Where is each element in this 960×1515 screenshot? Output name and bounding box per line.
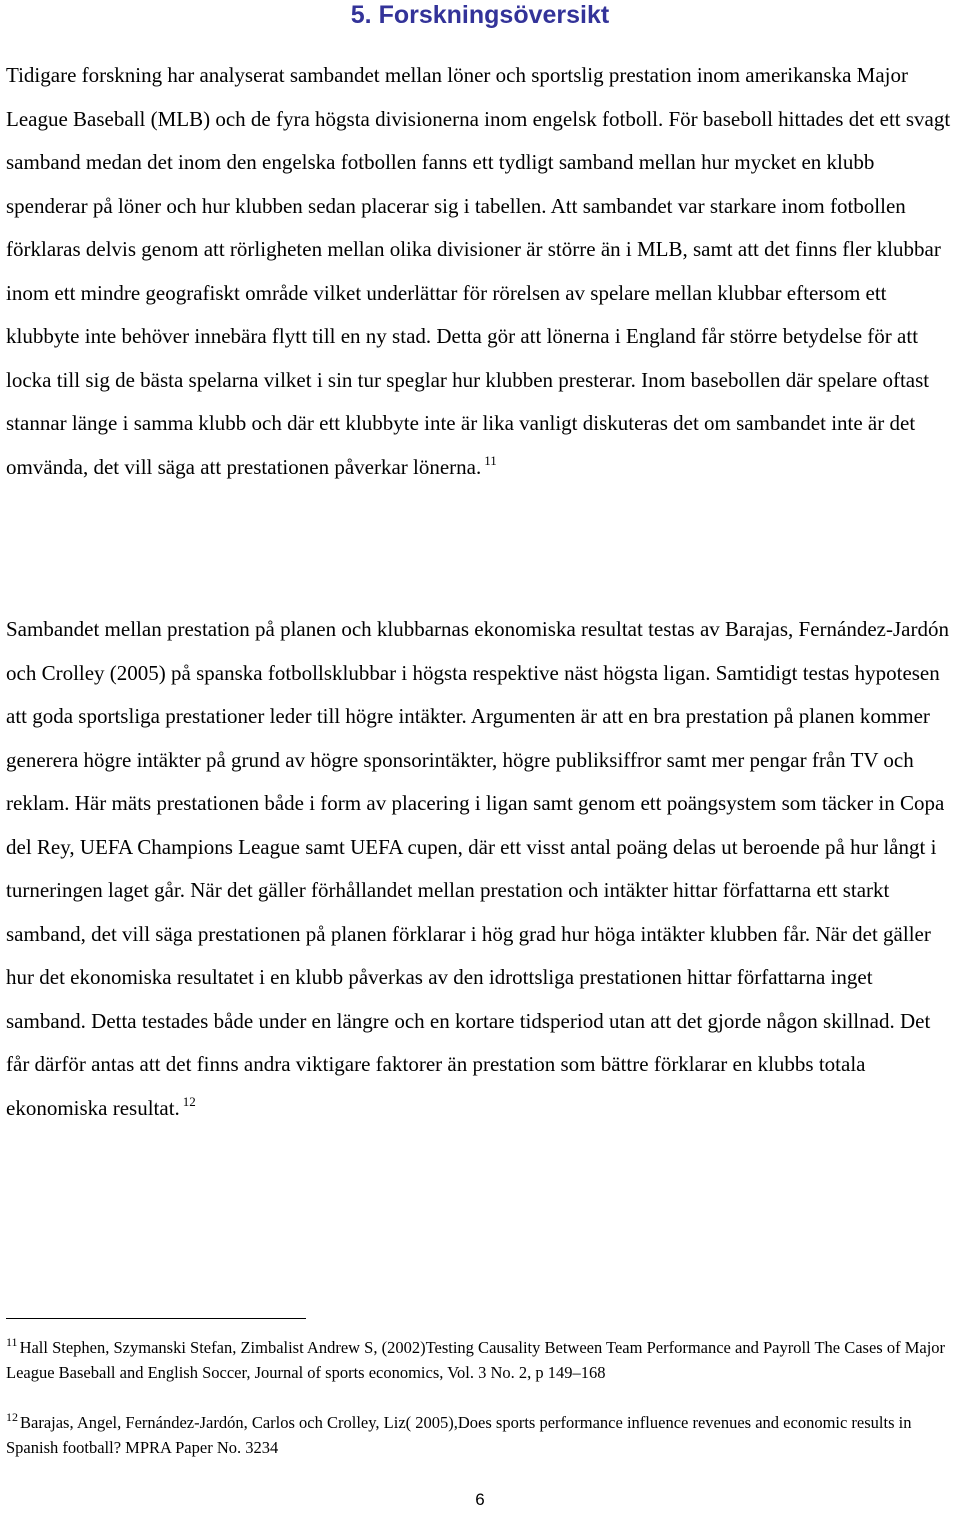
footnote-11 bbox=[6, 1335, 956, 1385]
paragraph-1-text: Tidigare forskning har analyserat sambandet mellan löner och sportslig prestation inom amerikanska Major League Baseball (MLB) och de fyra högsta divisionerna inom engelsk fotboll. För baseboll hittades det ett svagt samband medan det inom den engelska fotbollen fanns ett tydligt samband mellan hur mycket en klubb spenderar på löner och hur klubben sedan placerar sig i tabellen. Att sambandet var starkare inom fotbollen förklaras delvis genom att rörligheten mellan olika divisioner är större än i MLB, samt att det finns fler klubbar inom ett mindre geografiskt område vilket underlättar för rörelsen av spelare mellan klubbar eftersom ett klubbyte inte behöver innebära flytt till en ny stad. Detta gör att lönerna i England får större betydelse för att locka till sig de bästa spelarna vilket i sin tur speglar hur klubben presterar. Inom basebollen där spelare oftast stannar länge i samma klubb och där ett klubbyte inte är lika vanligt diskuteras det om sambandet inte är det omvända, det vill säga att prestationen påverkar lönerna. bbox=[6, 63, 951, 479]
body-paragraph-2 bbox=[6, 608, 954, 1130]
footnote-ref-12[interactable]: 12 bbox=[182, 1093, 196, 1109]
footnote-12 bbox=[6, 1410, 956, 1460]
section-heading: 5. Forskningsöversikt bbox=[350, 1, 610, 29]
footnote-11-text: Hall Stephen, Szymanski Stefan, Zimbalist Andrew S, (2002)Testing Causality Between Team Performance and Payroll The Cases of Major League Baseball and English Soccer, Journal of sports economics, Vol. 3 No. 2, p 149–168 bbox=[6, 1338, 946, 1382]
body-paragraph-1 bbox=[6, 54, 954, 489]
footnote-12-number: 12 bbox=[6, 1410, 18, 1424]
footnote-divider bbox=[6, 1318, 306, 1319]
paragraph-2-text: Sambandet mellan prestation på planen och klubbarnas ekonomiska resultat testas av Barajas, Fernández-Jardón och Crolley (2005) på spanska fotbollsklubbar i högsta respektive näst högsta ligan. Samtidigt testas hypotesen att goda sportsliga prestationer leder till högre intäkter. Argumenten är att en bra prestation på planen kommer generera högre intäkter på grund av högre sponsorintäkter, högre publiksiffror samt mer pengar från TV och reklam. Här mäts prestationen både i form av placering i ligan samt genom ett poängsystem som täcker in Copa del Rey, UEFA Champions League samt UEFA cupen, där ett visst antal poäng delas ut beroende på hur långt i turneringen laget går. När det gäller förhållandet mellan prestation och intäkter hittar författarna ett starkt samband, det vill säga prestationen på planen förklarar i hög grad hur höga intäkter klubben får. När det gäller hur det ekonomiska resultatet i en klubb påverkas av den idrottsliga prestationen hittar författarna inget samband. Detta testades både under en längre och en kortare tidsperiod utan att det gjorde någon skillnad. Det får därför antas att det finns andra viktigare faktorer än prestation som bättre förklarar en klubbs totala ekonomiska resultat. bbox=[6, 617, 949, 1120]
footnote-ref-11[interactable]: 11 bbox=[484, 452, 497, 468]
page-number: 6 bbox=[475, 1490, 485, 1509]
footnote-12-text: Barajas, Angel, Fernández-Jardón, Carlos och Crolley, Liz( 2005),Does sports performance influence revenues and economic results in Spanish football? MPRA Paper No. 3234 bbox=[6, 1413, 912, 1457]
footnote-11-number: 11 bbox=[6, 1335, 18, 1349]
